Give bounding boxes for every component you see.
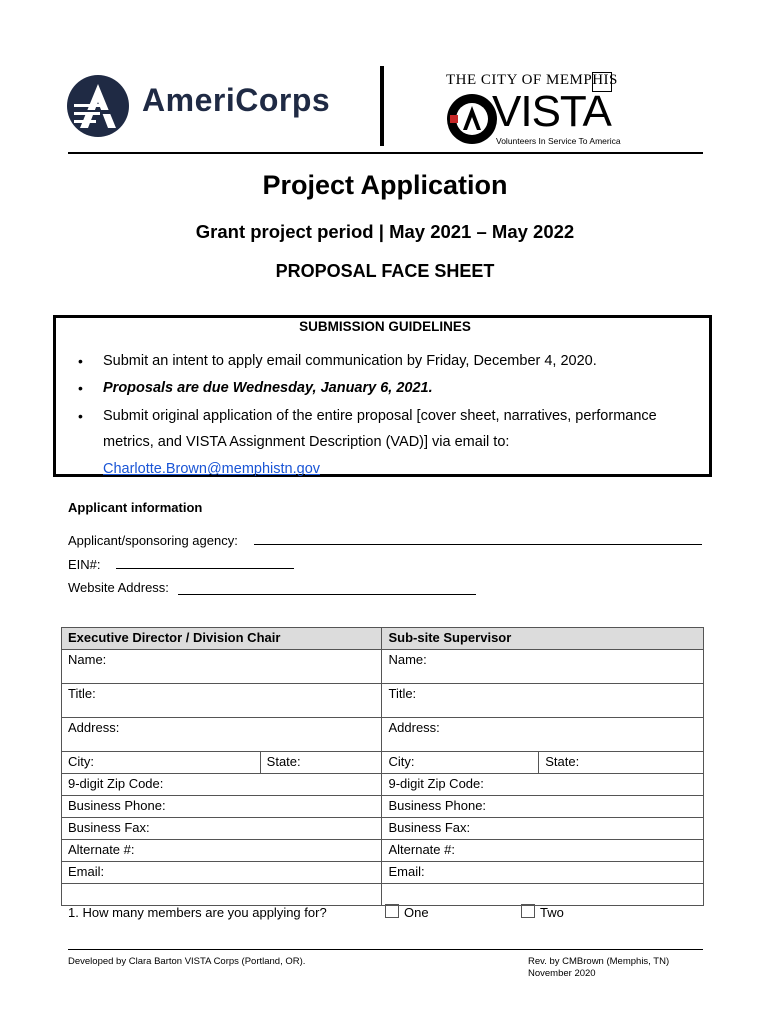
option-one-label: One: [404, 905, 429, 920]
header-divider: [380, 66, 384, 146]
header-rule: [68, 152, 703, 154]
guideline-item-2: Proposals are due Wednesday, January 6, 2021.: [103, 380, 433, 396]
guidelines-box: [53, 315, 712, 477]
director-name-field[interactable]: Name:: [62, 650, 382, 684]
supervisor-phone-field[interactable]: Business Phone:: [382, 796, 704, 818]
guideline-item-1: Submit an intent to apply email communication by Friday, December 4, 2020.: [103, 353, 597, 369]
director-title-field[interactable]: Title:: [62, 684, 382, 718]
director-phone-field[interactable]: Business Phone:: [62, 796, 382, 818]
website-field[interactable]: [178, 594, 476, 595]
option-one-checkbox[interactable]: [385, 904, 399, 918]
vista-wordmark: VISTA: [492, 87, 611, 136]
bullet-icon: •: [78, 353, 83, 369]
bullet-icon: •: [78, 380, 83, 396]
contact-table: [61, 627, 704, 906]
director-address-field[interactable]: Address:: [62, 718, 382, 752]
supervisor-name-field[interactable]: Name:: [382, 650, 704, 684]
guideline-item-3-line-1: Submit original application of the entire proposal [cover sheet, narratives, performance: [103, 408, 657, 424]
supervisor-alternate-field[interactable]: Alternate #:: [382, 840, 704, 862]
subsite-supervisor-header: Sub-site Supervisor: [382, 628, 704, 650]
supervisor-email-field[interactable]: Email:: [382, 862, 704, 884]
supervisor-blank-field[interactable]: [382, 884, 704, 906]
supervisor-state-field[interactable]: State:: [539, 752, 704, 774]
section-title: PROPOSAL FACE SHEET: [275, 261, 495, 281]
ein-field[interactable]: [116, 568, 294, 569]
director-city-field[interactable]: City:: [62, 752, 261, 774]
page-title: Project Application: [262, 170, 508, 200]
director-email-field[interactable]: Email:: [62, 862, 382, 884]
ein-label: EIN#:: [68, 557, 101, 572]
footer-date: November 2020: [528, 968, 596, 979]
submission-email-link[interactable]: Charlotte.Brown@memphistn.gov: [103, 461, 321, 477]
members-question: 1. How many members are you applying for?: [68, 905, 327, 920]
americorps-seal-icon: [446, 93, 498, 145]
option-two-checkbox[interactable]: [521, 904, 535, 918]
guideline-item-3-line-2: metrics, and VISTA Assignment Description (VAD)] via email to:: [103, 434, 510, 450]
director-state-field[interactable]: State:: [260, 752, 382, 774]
option-two-label: Two: [540, 905, 564, 920]
website-label: Website Address:: [68, 580, 169, 595]
executive-director-header: Executive Director / Division Chair: [62, 628, 382, 650]
agency-label: Applicant/sponsoring agency:: [68, 533, 238, 548]
applicant-info-heading: Applicant information: [68, 500, 203, 515]
grant-period-subtitle: Grant project period | May 2021 – May 2022: [195, 221, 575, 242]
americorps-wordmark: AmeriCorps: [142, 82, 331, 118]
supervisor-fax-field[interactable]: Business Fax:: [382, 818, 704, 840]
director-zip-field[interactable]: 9-digit Zip Code:: [62, 774, 382, 796]
agency-field[interactable]: [254, 544, 702, 545]
supervisor-title-field[interactable]: Title:: [382, 684, 704, 718]
footer-revision: Rev. by CMBrown (Memphis, TN): [528, 956, 670, 967]
supervisor-city-field[interactable]: City:: [382, 752, 539, 774]
city-of-memphis-title: THE CITY OF MEMPHIS: [446, 72, 618, 88]
bullet-icon: •: [78, 408, 83, 424]
director-alternate-field[interactable]: Alternate #:: [62, 840, 382, 862]
footer-credit: Developed by Clara Barton VISTA Corps (Portland, OR).: [68, 956, 306, 967]
director-blank-field[interactable]: [62, 884, 382, 906]
director-fax-field[interactable]: Business Fax:: [62, 818, 382, 840]
guidelines-title: SUBMISSION GUIDELINES: [299, 319, 471, 334]
supervisor-zip-field[interactable]: 9-digit Zip Code:: [382, 774, 704, 796]
footer-rule: [68, 949, 703, 950]
supervisor-address-field[interactable]: Address:: [382, 718, 704, 752]
vista-tagline: Volunteers In Service To America: [496, 136, 621, 146]
